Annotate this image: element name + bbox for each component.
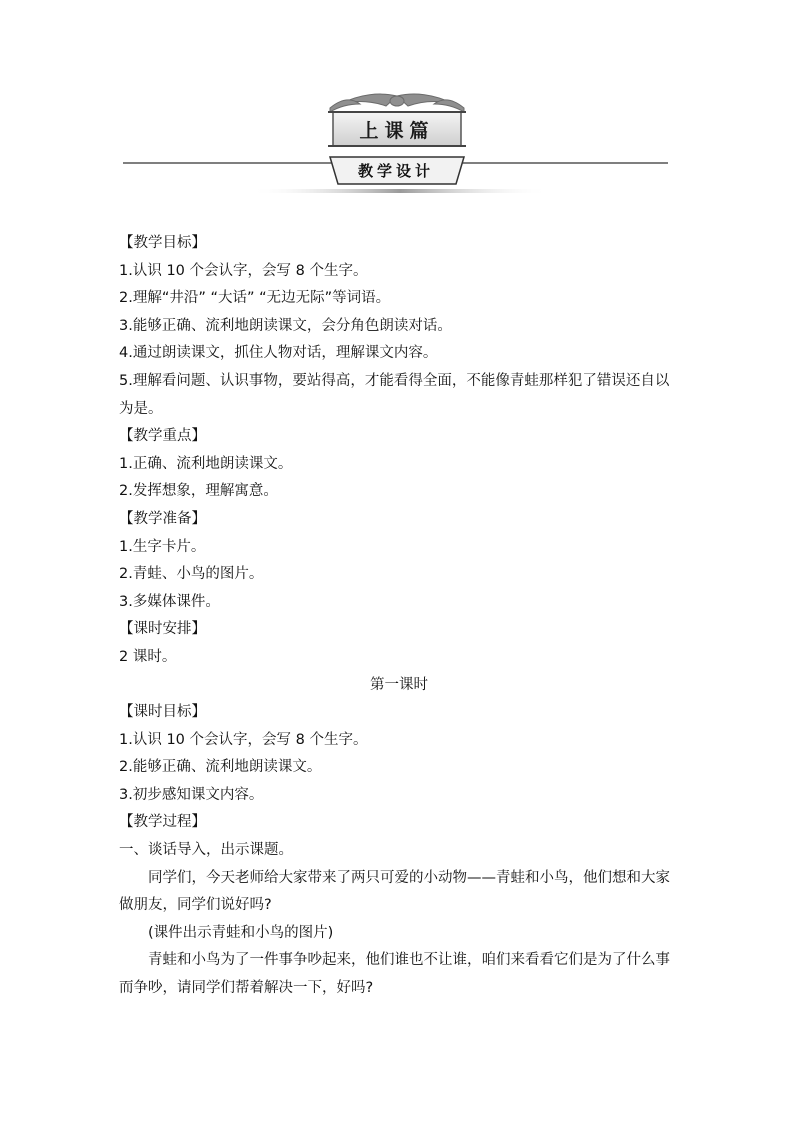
preparation-item: 2.青蛙、小鸟的图片。 xyxy=(119,566,264,583)
lesson-goal-item: 2.能够正确、流利地朗读课文。 xyxy=(119,759,322,776)
section-header xyxy=(0,0,794,210)
paragraph: 同学们，今天老师给大家带来了两只可爱的小动物——青蛙和小鸟，他们想和大家做朋友，同学们说好吗? xyxy=(119,869,670,914)
lesson-title: 第一课时 xyxy=(370,676,428,693)
banner-title: 上课篇 xyxy=(359,119,435,142)
lesson-goals-heading: 【课时目标】 xyxy=(119,704,206,721)
goal-item: 3.能够正确、流利地朗读课文，会分角色朗读对话。 xyxy=(119,317,452,334)
process-step: 一、谈话导入，出示课题。 xyxy=(119,842,293,859)
schedule-text: 2 课时。 xyxy=(119,648,177,665)
goal-item: 5.理解看问题、认识事物，要站得高，才能看得全面，不能像青蛙那样犯了错误还自以为是。 xyxy=(119,372,670,417)
lesson-goal-item: 1.认识 10 个会认字，会写 8 个生字。 xyxy=(119,731,368,748)
key-point-item: 1.正确、流利地朗读课文。 xyxy=(119,455,293,472)
key-points-heading: 【教学重点】 xyxy=(119,428,206,445)
preparation-item: 3.多媒体课件。 xyxy=(119,593,220,610)
preparation-item: 1.生字卡片。 xyxy=(119,538,206,555)
goal-item: 2.理解“井沿” “大话” “无边无际”等词语。 xyxy=(119,290,391,307)
goal-item: 1.认识 10 个会认字，会写 8 个生字。 xyxy=(119,262,368,279)
preparation-heading: 【教学准备】 xyxy=(119,510,206,527)
key-point-item: 2.发挥想象，理解寓意。 xyxy=(119,483,278,500)
goal-item: 4.通过朗读课文，抓住人物对话，理解课文内容。 xyxy=(119,345,438,362)
process-heading: 【教学过程】 xyxy=(119,814,206,831)
goals-heading: 【教学目标】 xyxy=(119,235,206,251)
banner-subtitle: 教学设计 xyxy=(357,162,434,180)
schedule-heading: 【课时安排】 xyxy=(119,621,206,638)
lesson-goal-item: 3.初步感知课文内容。 xyxy=(119,786,264,803)
lesson-plan-body xyxy=(119,230,679,1003)
paragraph: (课件出示青蛙和小鸟的图片) xyxy=(148,924,334,941)
paragraph: 青蛙和小鸟为了一件事争吵起来，他们谁也不让谁，咱们来看看它们是为了什么事而争吵，请同学们帮着解决一下，好吗? xyxy=(119,952,670,997)
